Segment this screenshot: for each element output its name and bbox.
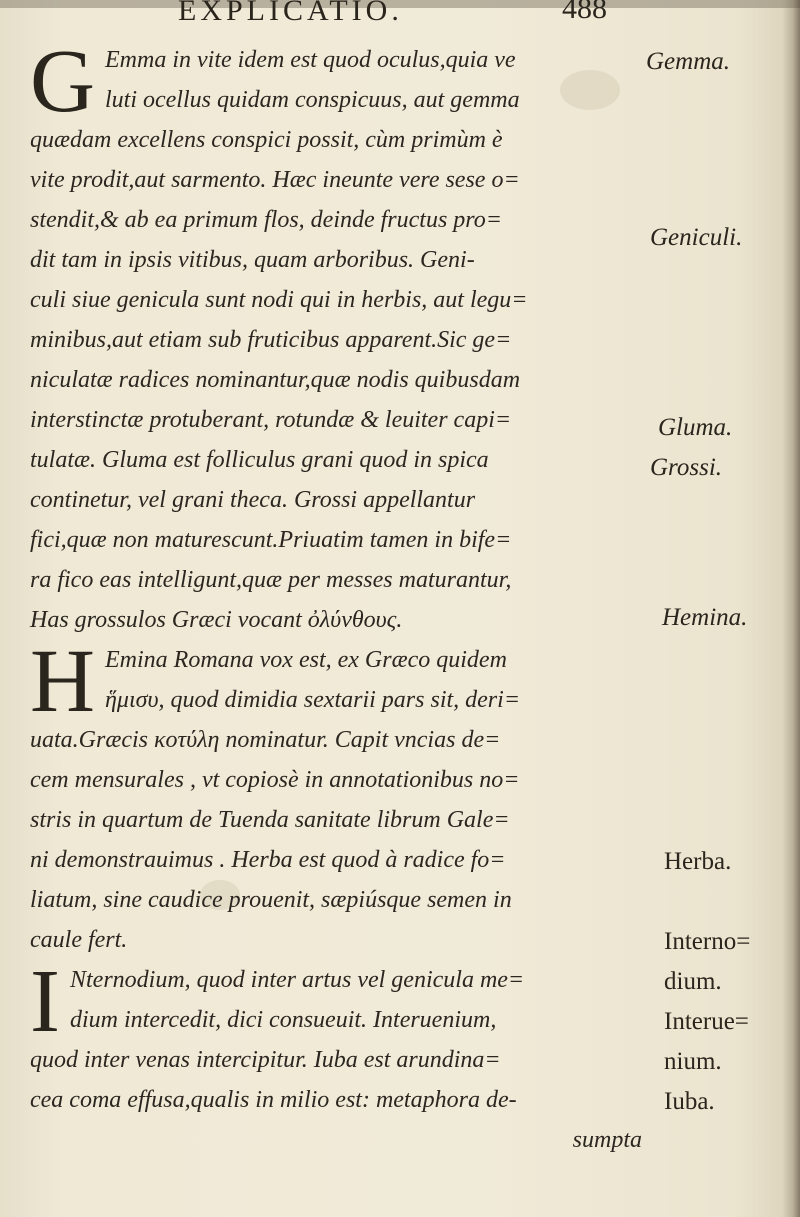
text-line: cem mensurales , vt copiosè in annotationibus no= (30, 767, 520, 793)
text-line: liatum, sine caudice prouenit, sæpiúsque semen in (30, 887, 512, 913)
text-line: cea coma effusa,qualis in milio est: metaphora de- (30, 1087, 517, 1113)
margin-note: Geniculi. (650, 224, 743, 251)
text-line: ra fico eas intelligunt,quæ per messes maturantur, (30, 567, 512, 593)
text-line: Emina Romana vox est, ex Græco quidem (105, 647, 507, 673)
text-line: stendit,& ab ea primum flos, deinde fructus pro= (30, 207, 502, 233)
text-line: minibus,aut etiam sub fruticibus apparent.Sic ge= (30, 327, 512, 353)
text-line: continetur, vel grani theca. Grossi appellantur (30, 487, 476, 513)
text-line: Emma in vite idem est quod oculus,quia ve (105, 47, 516, 73)
entry-gemma (30, 32, 642, 640)
margin-note: Interue= (664, 1008, 749, 1035)
margin-note: Interno= (664, 928, 751, 955)
main-text (30, 32, 642, 1160)
text-line: quædam excellens conspici possit, cùm primùm è (30, 127, 503, 153)
drop-cap: I (30, 952, 60, 1051)
text-line: Has grossulos Græci vocant ὀλύνθους. (30, 607, 403, 633)
margin-note: Herba. (664, 848, 732, 875)
text-line: uata.Græcis κοτύλη nominatur. Capit vncias de= (30, 727, 501, 753)
margin-note: Gemma. (646, 48, 731, 75)
text-line: quod inter venas intercipitur. Iuba est arundina= (30, 1047, 501, 1073)
text-line: ni demonstrauimus . Herba est quod à radice fo= (30, 847, 506, 873)
text-line: fici,quæ non maturescunt.Priuatim tamen in bife= (30, 527, 512, 553)
text-line: niculatæ radices nominantur,quæ nodis quibusdam (30, 367, 521, 393)
margin-note: Gluma. (658, 414, 733, 441)
drop-cap: H (30, 632, 95, 731)
margin-note: Grossi. (650, 454, 723, 481)
text-line: stris in quartum de Tuenda sanitate librum Gale= (30, 807, 510, 833)
text-line: vite prodit,aut sarmento. Hæc ineunte vere sese o= (30, 167, 520, 193)
entry-internodium (30, 952, 642, 1160)
margin-note: nium. (664, 1048, 722, 1075)
text-line: luti ocellus quidam conspicuus, aut gemma (105, 87, 520, 113)
text-line: caule fert. (30, 927, 128, 953)
text-line: Nternodium, quod inter artus vel genicula me= (69, 967, 525, 993)
margin-note: Iuba. (664, 1088, 715, 1115)
text-line: ἥμισυ, quod dimidia sextarii pars sit, deri= (105, 687, 521, 713)
text-line: culi siue genicula sunt nodi qui in herbis, aut legu= (30, 287, 528, 313)
margin-note: dium. (664, 968, 722, 995)
text-line: interstinctæ protuberant, rotundæ & leuiter capi= (30, 407, 512, 433)
page-number: 488 (562, 0, 607, 25)
entry-hemina (30, 632, 642, 960)
margin-note: Hemina. (662, 604, 748, 631)
drop-cap: G (30, 32, 95, 131)
text-line: dium intercedit, dici consueuit. Interuenium, (69, 1007, 497, 1033)
margin-notes (646, 0, 786, 1217)
text-line: tulatæ. Gluma est folliculus grani quod in spica (30, 447, 489, 473)
text-line: sumpta (572, 1127, 642, 1153)
running-head: EXPLICATIO. (178, 0, 403, 27)
text-line: dit tam in ipsis vitibus, quam arboribus. Geni- (30, 247, 475, 273)
